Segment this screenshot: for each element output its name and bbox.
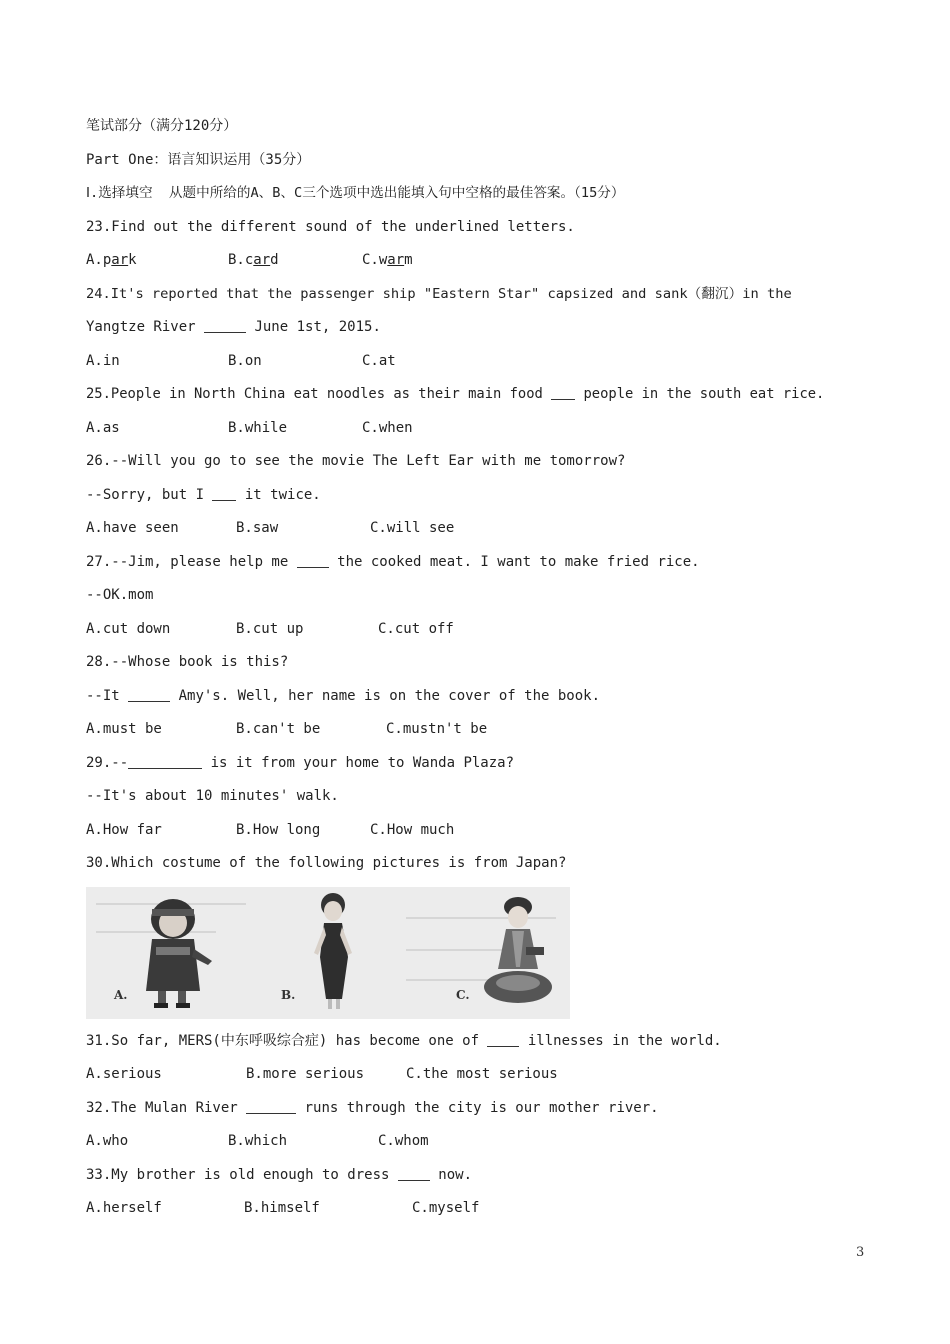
question-28-line-1: 28.--Whose book is this? [86,654,289,670]
option-a: A.in [86,352,120,369]
answer-blank [128,685,170,702]
question-26-options [86,512,856,546]
section-title: 笔试部分（满分120分） [86,118,238,134]
costume-a-figure [146,899,212,1008]
answer-blank [128,752,202,769]
question-26-line-2: --Sorry, but I it twice. [86,479,856,513]
question-24-line-2: Yangtze River June 1st, 2015. [86,311,856,345]
costume-c-figure [484,897,552,1003]
option-a: A.who [86,1133,129,1149]
question-23-options [86,244,856,278]
page-number: 3 [856,1245,865,1260]
option-a: A.as [86,419,120,436]
exam-page [86,110,856,1226]
option-b: B.while [228,419,288,436]
question-25-options [86,412,856,446]
answer-blank [246,1097,296,1114]
question-29-line-1: 29.-- is it from your home to Wanda Plaza? [86,747,856,781]
underlined-letters: ar [111,252,129,268]
question-33-options [86,1192,856,1226]
option-a: A.must be [86,721,162,737]
option-b: B.himself [244,1200,320,1216]
question-23-stem: 23.Find out the different sound of the underlined letters. [86,218,575,235]
underlined-letters: ar [253,252,271,268]
picture-label-a: A. [114,988,128,1002]
answer-blank [212,484,236,501]
question-24-line-1: 24.It's reported that the passenger ship "Eastern Star" capsized and sank（翻沉）in the [86,285,792,302]
question-32-stem: 32.The Mulan River runs through the city is our mother river. [86,1092,856,1126]
option-b: B.which [228,1133,288,1149]
question-26-line-1: 26.--Will you go to see the movie The Left Ear with me tomorrow? [86,453,626,469]
option-c: C.will see [370,520,455,536]
option-c: C.whom [378,1133,429,1149]
option-c: C.when [362,419,413,436]
underlined-letters: ar [387,252,405,268]
option-c: C.warm [362,252,413,268]
option-a: A.How far [86,821,162,838]
option-c: C.cut off [378,620,454,637]
option-a: A.park [86,252,137,268]
answer-blank [551,383,575,400]
picture-label-c: C. [456,988,470,1002]
option-c: C.myself [412,1200,480,1216]
question-32-options [86,1125,856,1159]
option-b: B.How long [236,821,321,838]
question-29-line-2: --It's about 10 minutes' walk. [86,788,339,804]
option-b: B.more serious [246,1066,365,1082]
option-c: C.How much [370,821,455,838]
answer-blank [398,1164,430,1181]
answer-blank [204,316,246,333]
option-b: B.can't be [236,721,321,737]
option-c: C.the most serious [406,1066,558,1082]
costume-b-figure [314,893,352,1009]
option-a: A.have seen [86,520,179,536]
question-28-options [86,713,856,747]
option-a: A.serious [86,1066,162,1082]
picture-label-b: B. [281,988,296,1002]
option-a: A.herself [86,1200,162,1216]
question-25-stem: 25.People in North China eat noodles as their main food people in the south eat rice. [86,378,856,412]
question-27-line-1: 27.--Jim, please help me the cooked meat. I want to make fried rice. [86,546,856,580]
answer-blank [297,551,329,568]
option-c: C.at [362,352,396,369]
question-31-options [86,1058,856,1092]
option-b: B.on [228,352,262,369]
question-30-stem: 30.Which costume of the following pictures is from Japan? [86,855,567,871]
question-31-stem: 31.So far, MERS(中东呼吸综合症) has become one of illnesses in the world. [86,1025,856,1059]
option-b: B.saw [236,520,279,536]
costume-pictures [86,887,570,1019]
question-29-options [86,814,856,848]
option-c: C.mustn't be [386,721,488,737]
question-27-options [86,613,856,647]
question-33-stem: 33.My brother is old enough to dress now. [86,1159,856,1193]
question-27-line-2: --OK.mom [86,587,154,603]
answer-blank [487,1030,519,1047]
option-b: B.card [228,252,279,268]
option-a: A.cut down [86,620,171,637]
costume-illustrations [86,887,570,1019]
instruction-line: Ⅰ.选择填空 从题中所给的A、B、C三个选项中选出能填入句中空格的最佳答案。（15分） [86,185,625,201]
option-b: B.cut up [236,620,304,637]
question-28-line-2: --It Amy's. Well, her name is on the cover of the book. [86,680,856,714]
question-24-options [86,345,856,379]
part-title: Part One：语言知识运用（35分） [86,151,311,168]
